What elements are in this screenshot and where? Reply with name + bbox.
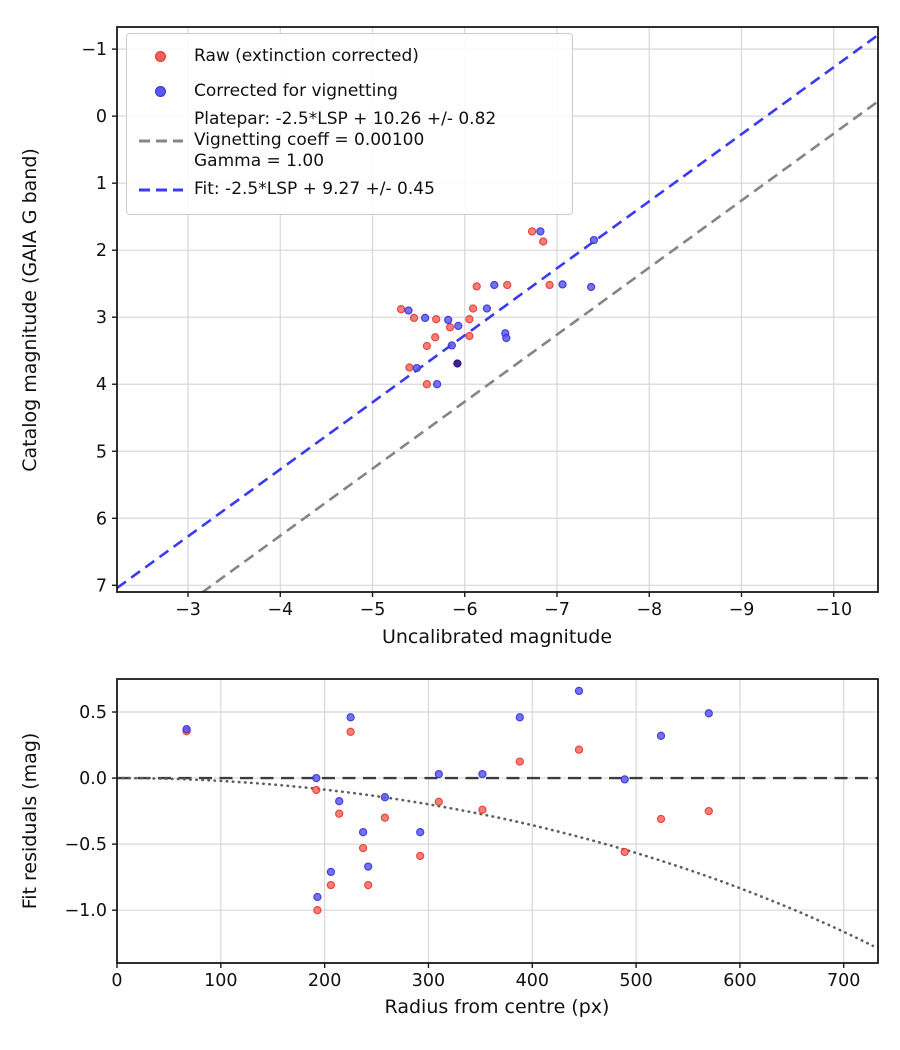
y-tick-label: 2: [95, 241, 107, 262]
scatter-point: [466, 316, 473, 323]
scatter-point: [621, 848, 628, 855]
scatter-point: [417, 852, 424, 859]
y-tick-label: 4: [95, 375, 107, 396]
scatter-point: [434, 381, 441, 388]
scatter-point: [435, 798, 442, 805]
scatter-point: [423, 381, 430, 388]
scatter-point: [479, 771, 486, 778]
top-xaxis-label: Uncalibrated magnitude: [381, 626, 613, 648]
y-tick-label: 3: [95, 308, 107, 329]
scatter-point: [435, 771, 442, 778]
scatter-point: [516, 714, 523, 721]
x-tick-label: −7: [544, 600, 570, 620]
y-tick-label: 1: [95, 174, 107, 195]
top-yaxis-label: Catalog magnitude (GAIA G band): [19, 148, 41, 472]
scatter-point: [466, 332, 473, 339]
x-tick-label: −6: [451, 600, 478, 620]
scatter-point: [537, 228, 544, 235]
y-tick-label: 0.0: [79, 769, 107, 790]
scatter-point: [327, 882, 334, 889]
x-tick-label: −4: [267, 600, 294, 620]
raw-dot-icon: [127, 51, 194, 62]
x-tick-label: −5: [359, 600, 386, 620]
scatter-point: [621, 776, 628, 783]
y-tick-label: 0: [95, 107, 107, 128]
scatter-point: [410, 314, 417, 321]
scatter-point: [405, 307, 412, 314]
scatter-point: [313, 775, 320, 782]
scatter-point: [360, 845, 367, 852]
legend-box: [126, 33, 573, 215]
scatter-point: [446, 324, 453, 331]
scatter-point: [470, 305, 477, 312]
scatter-point: [504, 281, 511, 288]
scatter-point: [503, 334, 510, 341]
plot-border: [117, 679, 878, 963]
scatter-point: [445, 316, 452, 323]
y-tick-label: 6: [95, 509, 107, 530]
scatter-point: [347, 714, 354, 721]
y-tick-label: 7: [95, 576, 107, 597]
scatter-point: [540, 238, 547, 245]
scatter-point: [455, 322, 462, 329]
scatter-point: [491, 281, 498, 288]
scatter-point: [398, 306, 405, 313]
scatter-point: [546, 281, 553, 288]
x-tick-label: 100: [204, 971, 238, 991]
y-tick-label: 0.5: [79, 703, 107, 724]
scatter-point: [381, 814, 388, 821]
x-tick-label: −3: [175, 600, 201, 620]
legend-item-raw: [127, 39, 564, 74]
y-tick-label: −0.5: [64, 835, 107, 856]
legend-item-corrected: [127, 74, 564, 109]
scatter-point: [454, 360, 461, 367]
y-tick-label: 5: [95, 442, 107, 463]
corrected-dot-icon: [127, 86, 194, 97]
bottom-yaxis-label: Fit residuals (mag): [19, 732, 41, 910]
vignetting-model-curve: [117, 778, 873, 946]
scatter-point: [479, 806, 486, 813]
scatter-point: [336, 810, 343, 817]
scatter-point: [314, 907, 321, 914]
platepar-line-3: Gamma = 1.00: [194, 151, 325, 171]
x-tick-label: 200: [307, 971, 342, 991]
x-tick-label: 0: [111, 971, 123, 991]
platepar-line-2: Vignetting coeff = 0.00100: [194, 130, 425, 150]
x-tick-label: −9: [728, 600, 755, 620]
x-tick-label: 500: [619, 971, 653, 991]
y-tick-label: −1.0: [64, 901, 107, 922]
legend-label-fit: Fit: -2.5*LSP + 9.27 +/- 0.45: [194, 179, 435, 199]
scatter-point: [529, 228, 536, 235]
scatter-point: [559, 281, 566, 288]
scatter-point: [705, 710, 712, 717]
scatter-point: [575, 746, 582, 753]
scatter-point: [313, 786, 320, 793]
x-tick-label: −10: [815, 600, 853, 620]
scatter-point: [365, 882, 372, 889]
scatter-point: [657, 815, 664, 822]
fit-dash-icon: [127, 186, 194, 194]
x-tick-label: −8: [636, 600, 663, 620]
scatter-point: [347, 728, 354, 735]
scatter-point: [422, 314, 429, 321]
scatter-point: [365, 863, 372, 870]
x-tick-label: 700: [827, 971, 861, 991]
scatter-point: [417, 829, 424, 836]
scatter-point: [473, 283, 480, 290]
scatter-point: [413, 365, 420, 372]
scatter-point: [432, 334, 439, 341]
scatter-point: [433, 316, 440, 323]
platepar-dash-icon: [127, 137, 194, 145]
scatter-point: [314, 893, 321, 900]
x-tick-label: 300: [411, 971, 446, 991]
scatter-point: [588, 283, 595, 290]
legend-label-raw: Raw (extinction corrected): [194, 46, 419, 66]
scatter-point: [183, 726, 190, 733]
scatter-point: [483, 305, 490, 312]
scatter-point: [705, 808, 712, 815]
scatter-point: [327, 868, 334, 875]
plot-area-fit-residuals: [117, 679, 878, 963]
scatter-point: [360, 829, 367, 836]
scatter-point: [336, 798, 343, 805]
legend-label-corrected: Corrected for vignetting: [194, 81, 398, 101]
x-tick-label: 600: [723, 971, 757, 991]
legend-label-platepar: [194, 109, 496, 172]
legend-item-fit: [127, 172, 564, 207]
scatter-point: [657, 732, 664, 739]
x-tick-label: 400: [515, 971, 549, 991]
scatter-point: [448, 342, 455, 349]
scatter-point: [381, 794, 388, 801]
scatter-point: [590, 237, 597, 244]
scatter-point: [516, 758, 523, 765]
bottom-xaxis-label: Radius from centre (px): [384, 996, 610, 1018]
scatter-point: [406, 364, 413, 371]
scatter-point: [423, 342, 430, 349]
legend-item-platepar: [127, 109, 564, 172]
scatter-point: [575, 687, 582, 694]
y-tick-label: −1: [81, 40, 107, 61]
platepar-line-1: Platepar: -2.5*LSP + 10.26 +/- 0.82: [194, 109, 497, 129]
